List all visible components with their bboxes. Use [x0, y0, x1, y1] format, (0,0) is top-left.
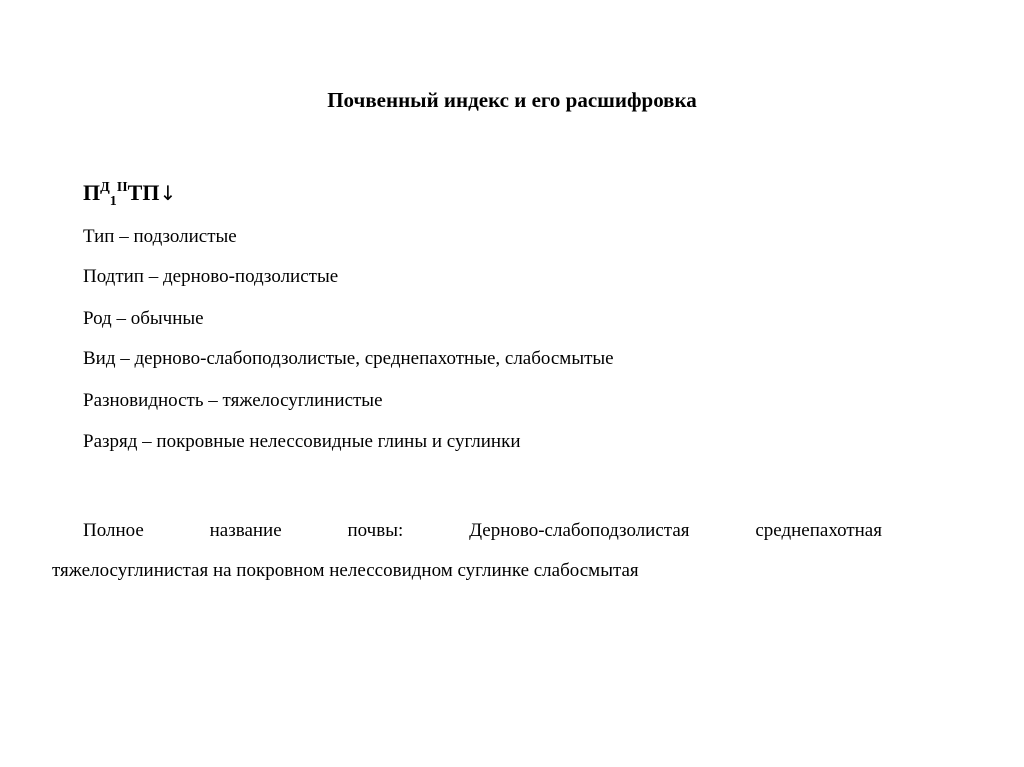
- formula-base: П: [83, 180, 101, 205]
- line-subtype: Подтип – дерново-подзолистые: [83, 266, 339, 287]
- full-name-word: название: [209, 520, 282, 541]
- down-arrow-icon: ↓: [159, 181, 177, 205]
- formula-sup-1: Д: [100, 180, 110, 195]
- soil-index-formula: [83, 176, 176, 210]
- formula-sub-1: 1: [109, 194, 117, 209]
- full-soil-name-row-2: тяжелосуглинистая на покровном нелессовидном суглинке слабосмытая: [52, 560, 639, 581]
- full-name-word: Полное: [83, 520, 144, 541]
- full-soil-name-row-1: [52, 511, 882, 551]
- line-type: Тип – подзолистые: [83, 226, 237, 247]
- formula-tail: ТП: [127, 180, 160, 205]
- page-title: [0, 86, 1024, 114]
- full-name-word: почвы:: [347, 520, 404, 541]
- line-variety: Разновидность – тяжелосуглинистые: [83, 390, 383, 411]
- full-name-word: Дерново-слабоподзолистая: [469, 520, 690, 541]
- line-genus: Род – обычные: [83, 308, 204, 329]
- full-soil-name: [52, 511, 882, 591]
- page-title-text: Почвенный индекс и его расшифровка: [327, 88, 697, 112]
- formula-sup-2: II: [116, 180, 128, 195]
- line-species: Вид – дерново-слабоподзолистые, среднепахотные, слабосмытые: [83, 348, 614, 369]
- line-category: Разряд – покровные нелессовидные глины и суглинки: [83, 431, 521, 452]
- full-name-word: среднепахотная: [755, 520, 882, 541]
